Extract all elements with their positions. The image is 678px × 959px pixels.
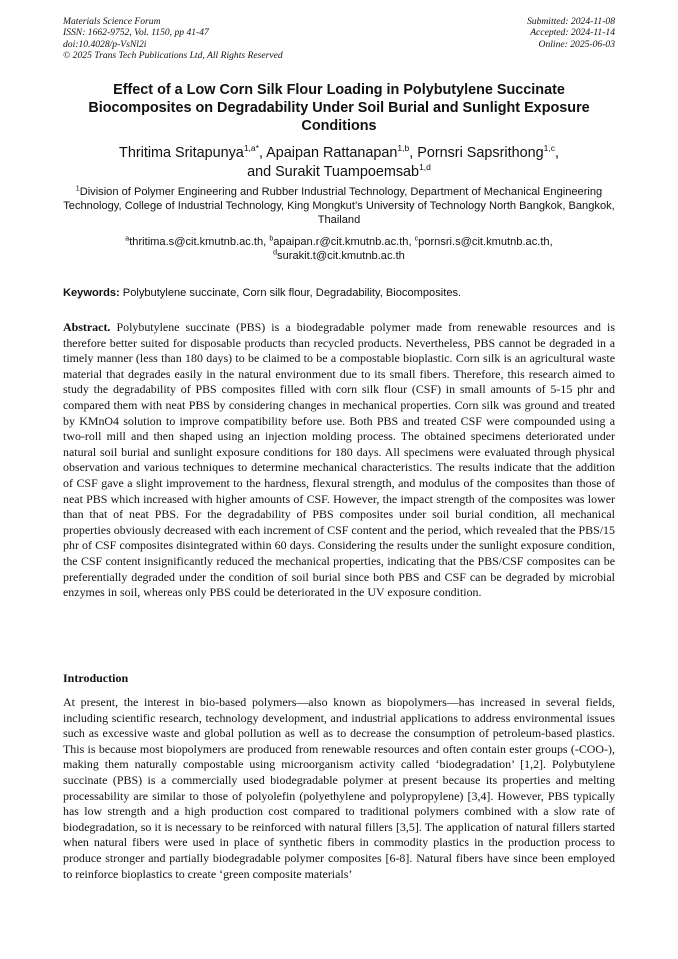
introduction-text: At present, the interest in bio-based polymers—also known as biopolymers—has increased in several fields, including scientific research, technology development, and industrial applications to address environmental issues such as excessive waste and global pollution as well as to decrease the consumption of petroleum-based plastics. This is because most biopolymers are produced from renewable resources and often contain ester groups (-COO-), making them naturally compostable using microorganism activity called ‘biodegradation’ [1,2]. Polybutylene succinate (PBS) is a commercially used biodegradable polymer at present because its properties and melting processability are similar to those of polyolefin (polyethylene and polypropylene) [3,4]. However, PBS typically has low strength and a high production cost compared to traditional polymers combined with a slow rate of biodegradation, so it is necessary to be reinforced with natural fillers [3,5]. The application of natural fillers started when natural fibers were used in place of synthetic fibers in commodity plastics in the production process to produce stronger and partially biodegradable polymer composites [6-8]. Natural fibers have since been employed to reinforce bioplastics to create ‘green composite materials’: [63, 695, 615, 881]
email-mark: b: [269, 235, 274, 243]
accepted-date: Accepted: 2024-11-14: [530, 27, 615, 39]
author-affiliation-mark: 1,d: [419, 162, 431, 173]
paper-title: Effect of a Low Corn Silk Flour Loading in Polybutylene Succinate Biocomposites on Degradability Under Soil Burial and Sunlight Exposure Conditions: [88, 82, 590, 134]
affiliation: [63, 186, 615, 227]
keywords-label: Keywords:: [63, 287, 120, 299]
email-link[interactable]: thritima.s@cit.kmutnb.ac.th,: [129, 236, 270, 248]
keywords-text: Polybutylene succinate, Corn silk flour, Degradability, Biocomposites.: [119, 287, 462, 299]
submitted-date: Submitted: 2024-11-08: [526, 16, 615, 27]
journal-header: [63, 16, 283, 62]
author-name: Thritima Sritapunya: [119, 145, 244, 161]
author-name: Apaipan Rattanapan: [266, 145, 398, 161]
email-link[interactable]: apaipan.r@cit.kmutnb.ac.th,: [273, 236, 415, 248]
author-affiliation-mark: 1,c: [543, 143, 555, 154]
email-link[interactable]: pornsri.s@cit.kmutnb.ac.th,: [418, 236, 553, 248]
abstract: [63, 320, 615, 601]
keywords: [63, 286, 615, 300]
dates-header: [527, 16, 615, 50]
author-separator: ,: [554, 145, 559, 161]
affiliation-mark: 1: [75, 185, 80, 193]
author-affiliation-mark: 1,b: [397, 143, 410, 154]
abstract-label: Abstract.: [63, 320, 111, 334]
author-name: Pornsri Sapsrithong: [417, 145, 544, 161]
doi-line: doi:10.4028/p-VsNl2i: [63, 38, 147, 50]
abstract-text: Polybutylene succinate (PBS) is a biodegradable polymer made from renewable resources and is therefore better suited for disposable products than recycled products. Nevertheless, PBS cannot be degraded in a timely manner (less than 180 days) to be claimed to be a compostable bioplastic. Corn silk is an agricultural waste material that degrades easily in the natural environment due to its small fibers. Therefore, this research aimed to study the degradability of PBS composites filled with corn silk flour (CSF) in small amounts of 5-15 phr and compared them with neat PBS by considering changes in mechanical properties. Corn silk was ground and treated by KMnO4 solution to improve compatibility before use. Both PBS and treated CSF were compounded using a two-roll mill and then shaped using an injection molding process. The obtained specimens deteriorated under natural soil burial and sunlight exposure conditions for 180 days. All specimens were evaluated through physical observation and various techniques to determine mechanical characteristics. The results indicate that the addition of CSF gave a slight improvement to the hardness, flexural strength, and modulus of the composites than those of neat PBS which increased with higher amounts of CSF. However, the impact strength of the composites was lower than that of neat PBS. For the degradability of PBS composites under soil burial condition, all mechanical properties obviously decreased with each increment of CSF content and the period, which revealed that the PBS/15 phr of CSF composites disintegrated within 60 days. Considering the results under the sunlight exposure condition, the CSF content insignificantly reduced the mechanical properties, indicating that the PBS/CSF composites can be preferentially degraded under the condition of soil burial since both PBS and CSF can be degraded by microbial enzymes in soil, whereas only PBS could be deteriorated in the UV exposure condition.: [63, 320, 615, 600]
email-mark: c: [414, 235, 419, 243]
issn-line: ISSN: 1662-9752, Vol. 1150, pp 41-47: [63, 27, 209, 39]
author-separator: ,: [409, 145, 418, 161]
author-name: and Surakit Tuampoemsab: [247, 164, 420, 180]
author-emails: [63, 236, 615, 263]
journal-name: Materials Science Forum: [63, 16, 161, 27]
author-list: [63, 144, 615, 182]
author-separator: ,: [258, 145, 267, 161]
online-date: Online: 2025-06-03: [538, 38, 615, 50]
introduction-heading: Introduction: [63, 671, 129, 685]
author-affiliation-mark: 1,a*: [243, 143, 259, 154]
email-link[interactable]: surakit.t@cit.kmutnb.ac.th: [277, 249, 405, 262]
copyright-line: © 2025 Trans Tech Publications Ltd, All Rights Reserved: [63, 50, 283, 62]
affiliation-text: Division of Polymer Engineering and Rubber Industrial Technology, Department of Mechanical Engineering Technology, College of Industrial Technology, King Mongkut’s University of Technology North Bangkok, Bangkok, Thailand: [63, 186, 615, 226]
email-mark: d: [273, 248, 278, 256]
email-mark: a: [125, 235, 130, 243]
